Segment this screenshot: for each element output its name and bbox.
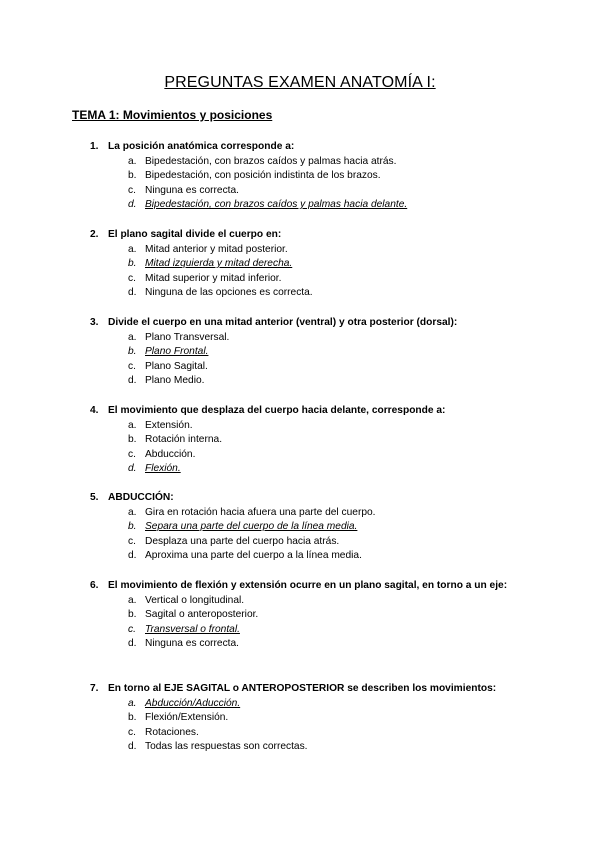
option-letter: a. [128, 155, 137, 167]
option-c-correct [128, 623, 530, 638]
option-a [128, 419, 530, 434]
option-b [128, 608, 530, 623]
question-number: 7. [90, 683, 99, 694]
question-number: 3. [90, 317, 99, 328]
option-letter: c. [128, 448, 136, 460]
option-d [128, 374, 530, 389]
option-d-correct [128, 198, 530, 213]
option-b [128, 169, 530, 184]
option-letter: a. [128, 594, 137, 606]
question-text: El movimiento de flexión y extensión ocurre en un plano sagital, en torno a un eje: [108, 580, 508, 591]
option-c [128, 726, 530, 741]
option-text: Ninguna es correcta. [145, 184, 240, 196]
question-text: ABDUCCIÓN: [108, 492, 174, 503]
option-text: Mitad anterior y mitad posterior. [145, 243, 288, 255]
question-6 [90, 579, 530, 652]
option-a [128, 243, 530, 258]
question-text: En torno al EJE SAGITAL o ANTEROPOSTERIOR se describen los movimientos: [108, 683, 497, 694]
option-c [128, 184, 530, 199]
option-c [128, 448, 530, 463]
option-text: Ninguna es correcta. [145, 638, 240, 650]
option-letter: d. [128, 741, 137, 753]
option-letter: b. [128, 521, 137, 533]
question-3 [90, 316, 530, 389]
question-text: La posición anatómica corresponde a: [108, 141, 295, 152]
question-number: 5. [90, 492, 99, 503]
option-text: Plano Sagital. [145, 360, 208, 372]
option-letter: c. [128, 535, 136, 547]
option-letter: c. [128, 184, 136, 196]
option-b [128, 711, 530, 726]
option-letter: d. [128, 638, 137, 650]
option-c [128, 360, 530, 375]
question-7 [90, 682, 530, 755]
section-heading: TEMA 1: Movimientos y posiciones [72, 108, 273, 122]
option-a [128, 331, 530, 346]
option-text: Transversal o frontal. [145, 623, 240, 635]
question-text: El plano sagital divide el cuerpo en: [108, 229, 282, 240]
option-d [128, 286, 530, 301]
option-text: Ninguna de las opciones es correcta. [145, 287, 313, 299]
question-number: 1. [90, 141, 99, 152]
option-c [128, 535, 530, 550]
option-text: Sagital o anteroposterior. [145, 609, 259, 621]
option-c [128, 272, 530, 287]
option-text: Bipedestación, con posición indistinta de los brazos. [145, 170, 381, 182]
question-number: 2. [90, 229, 99, 240]
question-number: 6. [90, 580, 99, 591]
option-letter: a. [128, 331, 137, 343]
question-text: Divide el cuerpo en una mitad anterior (ventral) y otra posterior (dorsal): [108, 317, 458, 328]
option-letter: a. [128, 419, 137, 431]
option-letter: c. [128, 360, 136, 372]
option-letter: d. [128, 550, 137, 562]
option-text: Desplaza una parte del cuerpo hacia atrás. [145, 535, 340, 547]
option-letter: b. [128, 712, 137, 724]
option-letter: b. [128, 258, 137, 270]
question-number: 4. [90, 405, 99, 416]
question-4 [90, 404, 530, 477]
option-text: Bipedestación, con brazos caídos y palmas hacia atrás. [145, 155, 397, 167]
option-b-correct [128, 520, 530, 535]
option-text: Todas las respuestas son correctas. [145, 741, 308, 753]
option-letter: a. [128, 506, 137, 518]
option-text: Gira en rotación hacia afuera una parte del cuerpo. [145, 506, 376, 518]
option-text: Bipedestación, con brazos caídos y palmas hacia delante. [145, 199, 408, 211]
option-text: Abducción/Aducción. [145, 697, 241, 709]
option-text: Separa una parte del cuerpo de la línea media. [145, 521, 358, 533]
option-text: Flexión. [145, 463, 181, 475]
page-title: PREGUNTAS EXAMEN ANATOMÍA I: [164, 74, 436, 91]
option-a [128, 594, 530, 609]
option-a-correct [128, 697, 530, 712]
question-5 [90, 491, 530, 564]
option-b-correct [128, 345, 530, 360]
option-letter: d. [128, 463, 137, 475]
option-b-correct [128, 257, 530, 272]
option-letter: b. [128, 346, 137, 358]
option-letter: c. [128, 623, 136, 635]
option-b [128, 433, 530, 448]
option-letter: c. [128, 272, 136, 284]
option-text: Plano Frontal. [145, 346, 209, 358]
option-letter: d. [128, 375, 137, 387]
option-text: Vertical o longitudinal. [145, 594, 245, 606]
option-letter: d. [128, 199, 137, 211]
option-text: Plano Transversal. [145, 331, 230, 343]
option-text: Mitad izquierda y mitad derecha. [145, 258, 293, 270]
option-text: Rotación interna. [145, 434, 223, 446]
option-letter: b. [128, 170, 137, 182]
question-text: El movimiento que desplaza del cuerpo hacia delante, corresponde a: [108, 405, 446, 416]
option-d [128, 740, 530, 755]
option-d-correct [128, 462, 530, 477]
option-text: Abducción. [145, 448, 196, 460]
option-d [128, 549, 530, 564]
option-letter: d. [128, 287, 137, 299]
option-letter: a. [128, 697, 137, 709]
option-text: Aproxima una parte del cuerpo a la línea media. [145, 550, 362, 562]
option-text: Rotaciones. [145, 726, 199, 738]
option-a [128, 506, 530, 521]
option-text: Plano Medio. [145, 375, 205, 387]
option-letter: a. [128, 243, 137, 255]
option-d [128, 637, 530, 652]
option-letter: b. [128, 434, 137, 446]
question-1 [90, 140, 530, 213]
option-a [128, 155, 530, 170]
option-text: Flexión/Extensión. [145, 712, 229, 724]
option-text: Extensión. [145, 419, 193, 431]
option-text: Mitad superior y mitad inferior. [145, 272, 282, 284]
option-letter: b. [128, 609, 137, 621]
option-letter: c. [128, 726, 136, 738]
question-2 [90, 228, 530, 301]
